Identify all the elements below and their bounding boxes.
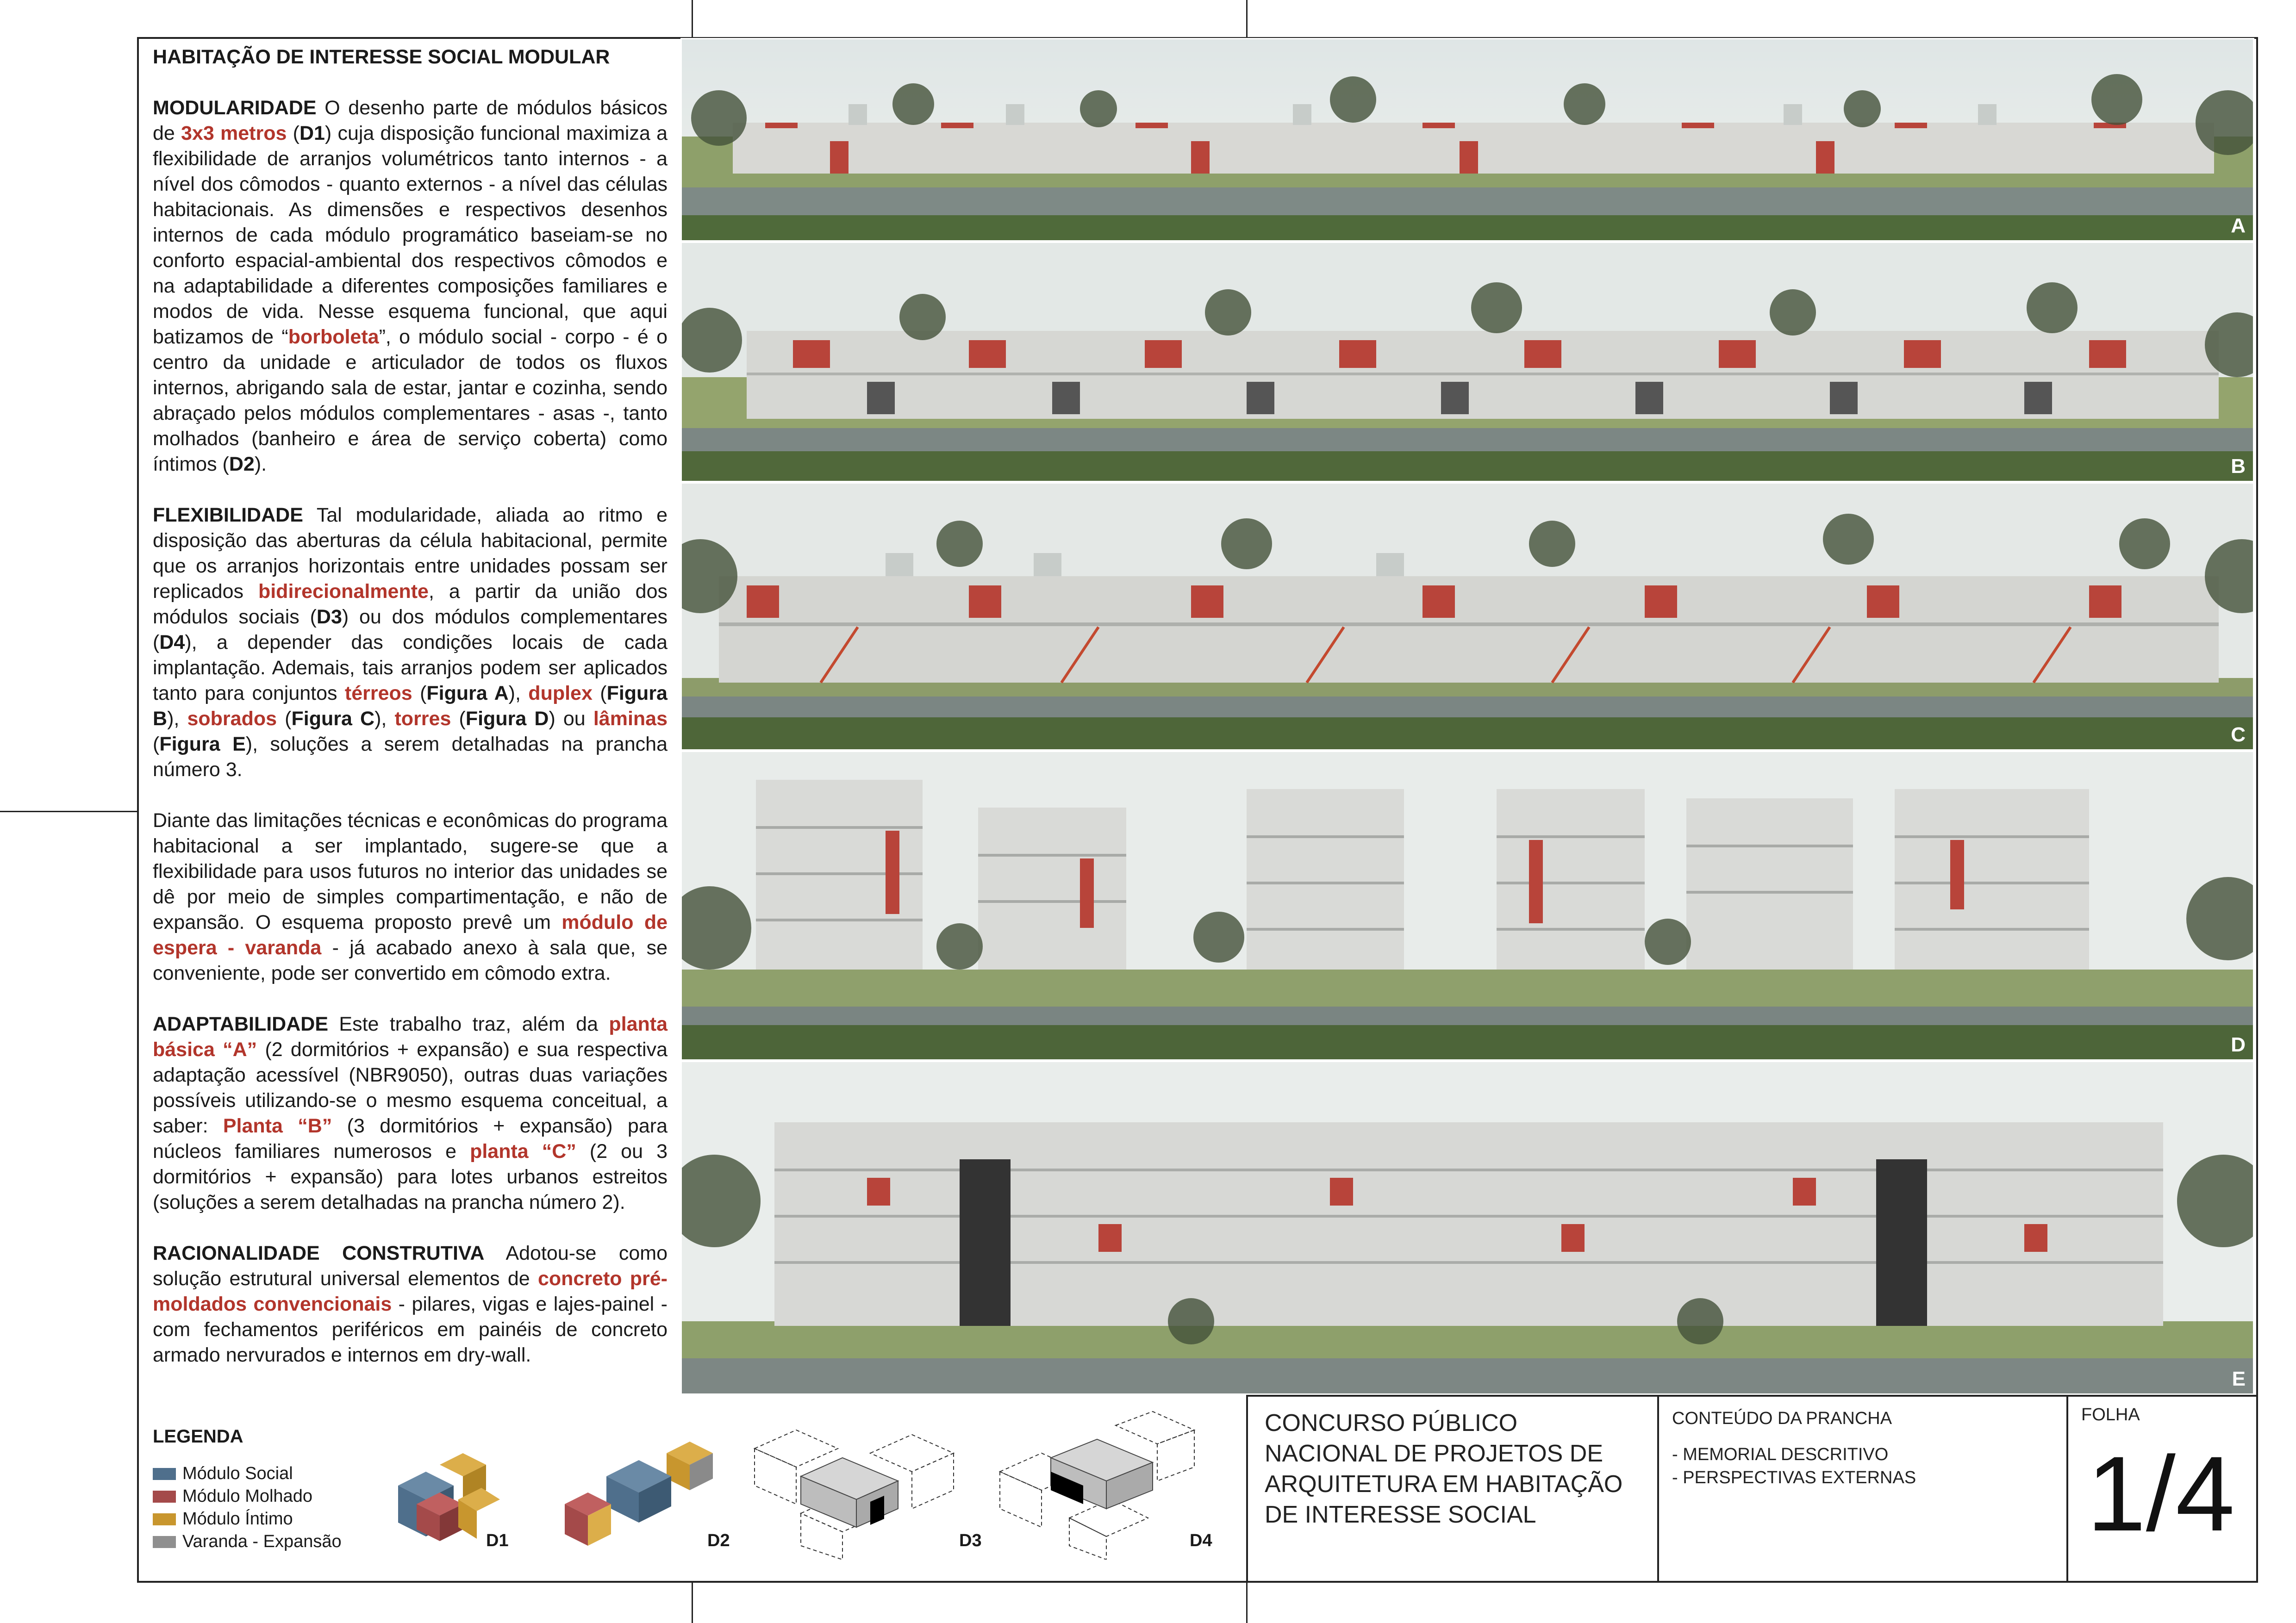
paragraph-racionalidade: RACIONALIDADE CONSTRUTIVA Adotou-se como solução estrutural universal elementos de concreto pré-moldados convencionais - pilares, vigas e lajes-painel - com fechamentos periféricos em painéis de concreto armado nervurados e internos em dry-wall.: [153, 1242, 668, 1366]
trim-line: [692, 0, 693, 37]
diagram-d4: [991, 1407, 1208, 1560]
figure-a-render: [682, 39, 2254, 242]
figure-letter: A: [2231, 214, 2246, 237]
legend-title: LEGENDA: [153, 1426, 243, 1447]
title-block-content: [1657, 1395, 2067, 1583]
paragraph-flexibilidade: FLEXIBILIDADE Tal modularidade, aliada ao ritmo e disposição das aberturas da célula habitacional, permite que os arranjos horizontais entre unidades possam ser replicados bidirecionalmente, a partir da união dos módulos sociais (D3) ou dos módulos complementares (D4), a depender das condições locais de cada implantação. Ademais, tais arranjos podem ser aplicados tanto para conjuntos térreos (Figura A), duplex (Figura B), sobrados (Figura C), torres (Figura D) ou lâminas (Figura E), soluções a serem detalhadas na prancha número 3.: [153, 504, 668, 781]
diagram-label: D1: [486, 1531, 509, 1550]
diagram-label: D4: [1190, 1531, 1212, 1550]
paragraph-espera: Diante das limitações técnicas e econômicas do programa habitacional a ser implantado, sugere-se que a flexibilidade para usos futuros no interior das unidades se dê por meio de simples compartimentação, e não de expansão. O esquema proposto prevê um módulo de espera - varanda - já acabado anexo à sala que, se conveniente, pode ser convertido em cômodo extra.: [153, 809, 668, 984]
heading: HABITAÇÃO DE INTERESSE SOCIAL MODULAR: [153, 46, 610, 68]
legend-item-intimo: Módulo Íntimo: [153, 1509, 293, 1529]
figure-c-render: [682, 484, 2254, 751]
sheet-number: 1/4: [2087, 1434, 2235, 1553]
trim-line: [1246, 0, 1248, 37]
paragraph-adaptabilidade: ADAPTABILIDADE Este trabalho traz, além da planta básica “A” (2 dormitórios + expansão) e sua respectiva adaptação acessível (NBR9050), outras duas variações possíveis utilizando-se o mesmo esquema conceitual, a saber: Planta “B” (3 dormitórios + expansão) para núcleos familiares numerosos e planta “C” (2 ou 3 dormitórios + expansão) para lotes urbanos estreitos (soluções a serem detalhadas na prancha número 2).: [153, 1013, 668, 1213]
figure-e-laminas: [680, 1061, 2254, 1395]
title-block-sheet: [2066, 1395, 2258, 1583]
diagram-d3: [745, 1421, 963, 1560]
figure-d-render: [682, 752, 2254, 1061]
legend-swatch: [153, 1513, 176, 1525]
figure-a-terreos: [680, 38, 2254, 242]
content-label: CONTEÚDO DA PRANCHA: [1672, 1409, 1892, 1428]
diagram-d1: [389, 1444, 500, 1550]
memorial-text: [153, 44, 668, 1393]
diagram-label: D2: [707, 1531, 730, 1550]
figure-letter: B: [2231, 455, 2246, 478]
legend-swatch: [153, 1536, 176, 1548]
trim-line: [692, 1583, 693, 1623]
figure-letter: D: [2231, 1033, 2246, 1056]
figure-b-render: [682, 243, 2254, 482]
figure-b-duplex: [680, 242, 2254, 482]
legend-item-social: Módulo Social: [153, 1464, 293, 1484]
sheet-label: FOLHA: [2081, 1405, 2140, 1424]
legend-swatch: [153, 1468, 176, 1480]
contest-title: CONCURSO PÚBLICO NACIONAL DE PROJETOS DE ARQUITETURA EM HABITAÇÃO DE INTERESSE SOCIAL: [1265, 1410, 1623, 1528]
title-block-contest: [1246, 1395, 1658, 1583]
legend-swatch: [153, 1491, 176, 1503]
diagram-d2: [560, 1435, 727, 1555]
figure-d-torres: [680, 751, 2254, 1061]
trim-line: [0, 811, 137, 812]
trim-line: [1246, 1583, 1248, 1623]
legend-item-molhado: Módulo Molhado: [153, 1486, 312, 1506]
figure-letter: C: [2231, 723, 2246, 746]
paragraph-modularidade: MODULARIDADE O desenho parte de módulos básicos de 3x3 metros (D1) cuja disposição funcional maximiza a flexibilidade de arranjos volumétricos tanto internos - a nível dos cômodos - quanto externos - a nível das células habitacionais. As dimensões e respectivos desenhos internos de cada módulo programático baseiam-se no conforto espacial-ambiental dos respectivos cômodos e na adaptabilidade a diferentes composições familiares e modos de vida. Nesse esquema funcional, que aqui batizamos de “borboleta”, o módulo social - corpo - é o centro da unidade e articulador de todos os fluxos internos, abrigando sala de estar, jantar e cozinha, sendo abraçado pelos módulos complementares - asas -, tanto molhados (banheiro e área de serviço coberta) como íntimos (D2).: [153, 97, 668, 475]
content-item: - MEMORIAL DESCRITIVO: [1672, 1445, 1889, 1464]
figure-e-render: [682, 1062, 2254, 1395]
content-item: - PERSPECTIVAS EXTERNAS: [1672, 1468, 1916, 1487]
legend-item-varanda: Varanda - Expansão: [153, 1532, 342, 1552]
figure-letter: E: [2232, 1368, 2246, 1390]
diagram-label: D3: [959, 1531, 982, 1550]
figure-c-sobrados: [680, 482, 2254, 751]
